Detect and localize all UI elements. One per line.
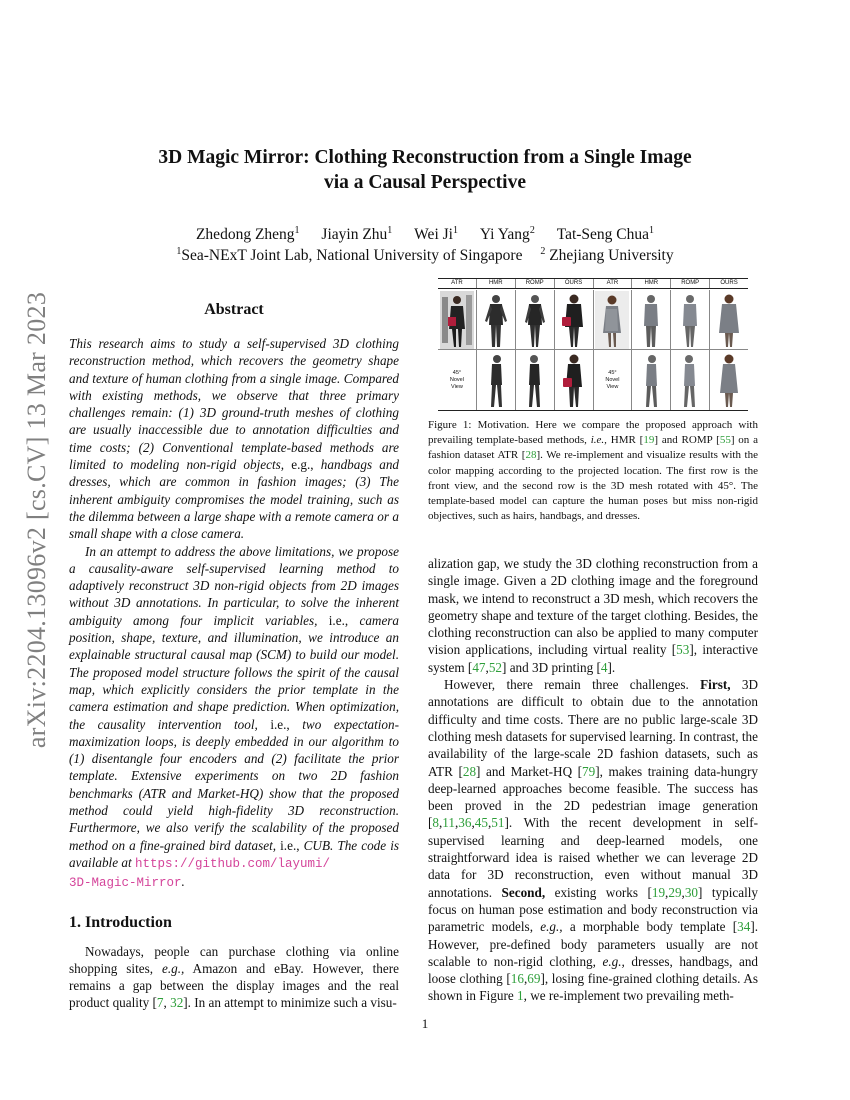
citation-link[interactable]: 28 [525, 449, 537, 462]
novel-view-label-1: 45° Novel View [438, 350, 477, 410]
arxiv-stamp [22, 290, 52, 750]
novel-view-label-2: 45° Novel View [594, 350, 633, 410]
title-line-1: 3D Magic Mirror: Clothing Reconstruction from a Single Image [158, 147, 692, 168]
citation-link[interactable]: 79 [582, 763, 596, 779]
citation-link[interactable]: 11 [442, 815, 455, 831]
figure-header: OURS [555, 279, 594, 288]
figure-caption: Figure 1: Motivation. Here we compare the proposed approach with prevailing template-based methods, i.e., HMR [19] and ROMP [55] on a fashion dataset ATR [28]. We re-implement and visualize results with the color mapping according to the projected location. The first row is the front view, and the second row is the 3D mesh rotated with 45°. The template-based model can capture the human poses but miss non-rigid objectives, such as hairs, handbags, and dresses. [428, 419, 759, 523]
citation-link[interactable]: 34 [737, 919, 751, 935]
figure-header: ATR [438, 279, 477, 288]
ours-novel-2 [710, 350, 748, 410]
abstract [69, 300, 399, 893]
author: Yi Yang$^2$ [479, 225, 535, 243]
affiliation: $^2$ Zhejiang University [540, 246, 674, 264]
author: Zhedong Zheng$^1$ [195, 225, 300, 243]
figure-1 [428, 278, 758, 410]
citation-link[interactable]: 30 [684, 884, 699, 900]
citation-link[interactable]: 19 [651, 884, 666, 900]
body-paragraph: Nowadays, people can purchase clothing via online shopping sites, e.g., Amazon and eBay. However, there remains a gap between the display images and the real product quality [7, 32]. In an attempt to minimize such a visu- [69, 943, 399, 1011]
figure-header: OURS [720, 280, 738, 286]
citation-link[interactable]: 45 [474, 815, 488, 831]
right-column-figure [428, 278, 758, 524]
citation-link[interactable]: 51 [491, 815, 505, 831]
citation-link[interactable]: 16 [510, 971, 524, 987]
citation-link[interactable]: 19 [643, 434, 655, 447]
affiliation: $^1$Sea-NExT Joint Lab, National University of Singapore [176, 246, 523, 264]
title-line-2: via a Causal Perspective [323, 172, 526, 193]
abstract-paragraph: In an attempt to address the above limitations, we propose a causality-aware self-supervised learning method to adaptively reconstruct 3D non-rigid objects from 2D images without 3D annotations. In particular, to solve the inherent ambiguity among four implicit variables, i.e., camera position, shape, texture, and illumination, we introduce an explainable structural causal map (SCM) to build our model. The proposed model structure follows the spirit of the causal map, which explicitly considers the prior template in the camera estimation and shape prediction. When optimization, the causality intervention tool, i.e., two expectation-maximization loops, is deeply embedded in our algorithm to (1) disentangle four encoders and (2) facilitate the prior template. Extensive experiments on two 2D fashion benchmarks (ATR and Market-HQ) show that the proposed method could yield high-fidelity 3D reconstruction. Furthermore, we also verify the scalability of the proposed method on a fine-grained bird dataset, i.e., CUB. The code is available at https://github.com/layumi/ 3D-Magic-Mirror. [69, 543, 400, 891]
right-column-body [428, 555, 758, 1005]
affiliation-list [100, 245, 750, 266]
citation-link[interactable]: 36 [458, 815, 472, 831]
citation-link[interactable]: 55 [719, 434, 731, 447]
figure-header: ROMP [516, 279, 555, 288]
figure-row-front-view [438, 290, 748, 350]
figure-header: ATR [594, 279, 633, 288]
citation-link[interactable]: 69 [527, 971, 541, 987]
romp-novel-1 [516, 350, 555, 410]
ours-novel-1 [555, 350, 594, 410]
ours-front-1 [555, 290, 594, 349]
citation-link[interactable]: 28 [462, 763, 477, 779]
ours-front-2 [710, 290, 748, 349]
citation-link[interactable]: 4 [600, 659, 608, 675]
citation-link[interactable]: 7 [156, 995, 164, 1011]
figure-header: HMR [632, 279, 671, 288]
romp-front-2 [671, 290, 710, 349]
left-column [69, 300, 399, 1012]
citation-link[interactable]: 52 [488, 659, 502, 675]
author-list [100, 224, 750, 245]
hmr-front-2 [632, 290, 671, 349]
figure-rule [438, 410, 748, 411]
paper-title [100, 145, 750, 195]
citation-link[interactable]: 29 [668, 884, 682, 900]
figure-reference-link[interactable]: 1 [517, 988, 524, 1004]
arxiv-id[interactable]: arXiv:2204.13096v2 [cs.CV] 13 Mar 2023 [22, 291, 52, 749]
figure-row-novel-view [438, 350, 748, 410]
figure-header: ROMP [671, 279, 710, 288]
romp-front-1 [516, 290, 555, 349]
author: Tat-Seng Chua$^1$ [556, 225, 655, 243]
citation-link[interactable]: 8 [432, 815, 439, 831]
figure-header: HMR [477, 279, 516, 288]
section-heading-introduction: 1. Introduction [69, 913, 172, 931]
hmr-front-1 [477, 290, 516, 349]
atr-photo-2 [594, 290, 633, 349]
author-block [100, 224, 750, 266]
atr-photo-1 [438, 290, 477, 349]
body-paragraph: alization gap, we study the 3D clothing reconstruction from a single image. Given a 2D clothing image and the foreground mask, we intend to reconstruct a 3D mesh, which recovers the geometry shape and texture of the target clothing. Besides, the clothing reconstruction can also be applied to many computer vision applications, including virtual reality [53], interactive system [47,52] and 3D printing [4]. [428, 556, 758, 675]
romp-novel-2 [671, 350, 710, 410]
hmr-novel-1 [477, 350, 516, 410]
abstract-heading: Abstract [204, 301, 264, 318]
citation-link[interactable]: 53 [676, 642, 690, 658]
citation-link[interactable]: 32 [170, 995, 184, 1011]
code-link[interactable]: https://github.com/layumi/ 3D-Magic-Mirror [69, 856, 330, 891]
intro-text [69, 943, 399, 1012]
citation-link[interactable]: 47 [472, 659, 486, 675]
abstract-paragraph: This research aims to study a self-supervised 3D clothing reconstruction method, which recovers the geometry shape and texture of human clothing from a single image. Compared with existing methods, we observe that three primary challenges remain: (1) 3D ground-truth meshes of clothing are usually inaccessible due to annotation difficulties and time costs; (2) Conventional template-based methods are limited to modeling non-rigid objects, e.g., handbags and dresses, which are common in fashion images; (3) The inherent ambiguity compromises the model training, such as the dilemma between a large shape with a remote camera or a small shape with a close camera. [69, 336, 400, 542]
author: Jiayin Zhu$^1$ [321, 225, 393, 243]
hmr-novel-2 [632, 350, 671, 410]
page-number: 1 [421, 1016, 429, 1031]
author: Wei Ji$^1$ [414, 225, 458, 243]
body-paragraph: However, there remain three challenges. First, 3D annotations are difficult to obtain due to the annotation difficulty and time costs. There are no public large-scale 3D clothing mesh datasets for supervised learning. In contrast, the availability of the large-scale 2D fashion datasets, such as ATR [28] and Market-HQ [79], makes training data-hungry deep-learned approaches become feasible. The success has been proved in the 2D pedestrian image generation [8,11,36,45,51]. With the recent development in self-supervised learning and deep-learned models, one straightforward idea is raised whether we can leverage 2D data for 3D reconstruction, even without manual 3D annotations. Second, existing works [19,29,30] typically focus on human pose estimation and body reconstruction via parametric models, e.g., a morphable body template [34]. However, pre-defined body parameters usually are not scalable to non-rigid clothing, e.g., dresses, handbags, and loose clothing [16,69], losing fine-grained clothing details. As shown in Figure 1, we re-implement two prevailing meth- [428, 677, 759, 1004]
figure-column-headers [438, 279, 748, 289]
